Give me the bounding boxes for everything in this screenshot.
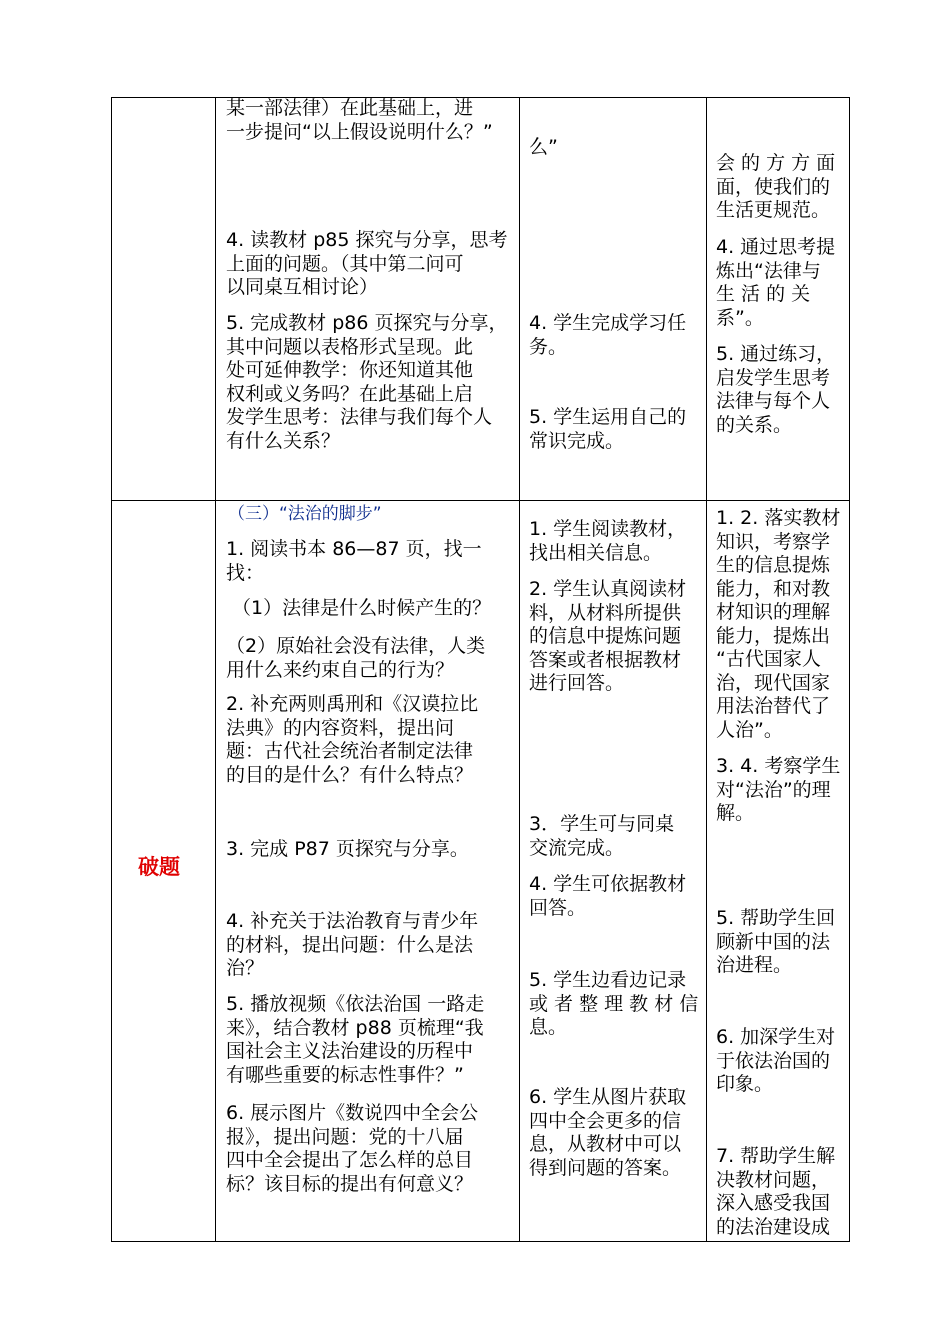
teacher-activity-text: 5. 播放视频《依法治国 一路走 来》，结合教材 p88 页梳理“我 国社会主义法治建设的历程中 有哪些重要的标志性事件？” bbox=[226, 993, 485, 1086]
design-intent-text: 4. 通过思考提 炼出“法律与 生 活 的 关 系”。 bbox=[716, 236, 836, 329]
section-title: （三）“法治的脚步” bbox=[228, 504, 382, 524]
table-row-divider bbox=[111, 500, 850, 501]
teacher-activity-text: （2）原始社会没有法律，人类 用什么来约束自己的行为？ bbox=[226, 635, 486, 681]
student-activity-text: 4. 学生可依据教材 回答。 bbox=[529, 873, 687, 919]
table-divider-3 bbox=[706, 97, 707, 1242]
design-intent-text: 6. 加深学生对 于依法治国的 印象。 bbox=[716, 1026, 836, 1095]
design-intent-text: 5. 帮助学生回 顾新中国的法 治进程。 bbox=[716, 907, 836, 976]
teacher-activity-text: 3. 完成 P87 页探究与分享。 bbox=[226, 838, 469, 860]
table-border-bottom bbox=[111, 1241, 850, 1242]
design-intent-text: 1. 2. 落实教材 知识，考察学 生的信息提炼 能力，和对教 材知识的理解 能力，提炼出 “古代国家人 治，现代国家 用法治替代了 人治”。 bbox=[716, 507, 841, 741]
design-intent-text: 会 的 方 方 面 面，使我们的 生活更规范。 bbox=[716, 152, 836, 221]
design-intent-text: 7. 帮助学生解 决教材问题， 深入感受我国 的法治建设成 bbox=[716, 1145, 836, 1238]
teacher-activity-text: 4. 读教材 p85 探究与分享，思考 上面的问题。（其中第二问可 以同桌互相讨论） bbox=[226, 229, 508, 298]
teacher-activity-text: 5. 完成教材 p86 页探究与分享， 其中问题以表格形式呈现。此 处可延伸教学：你还知道其他 权利或义务吗？在此基础上启 发学生思考：法律与我们每个人 有什么关系？ bbox=[226, 312, 508, 452]
teacher-activity-text: 4. 补充关于法治教育与青少年 的材料，提出问题：什么是法 治？ bbox=[226, 910, 479, 979]
stage-label: 破题 bbox=[138, 855, 180, 879]
student-activity-text: 1. 学生阅读教材， 找出相关信息。 bbox=[529, 518, 687, 564]
table-border-right bbox=[849, 97, 850, 1242]
student-activity-text: 2. 学生认真阅读材 料，从材料所提供 的信息中提炼问题 答案或者根据教材 进行回答。 bbox=[529, 578, 687, 694]
teacher-activity-text: 1. 阅读书本 86—87 页，找一 找： bbox=[226, 538, 482, 584]
student-activity-text: 4. 学生完成学习任 务。 bbox=[529, 312, 687, 358]
table-divider-1 bbox=[215, 97, 216, 1242]
student-activity-text: 6. 学生从图片获取 四中全会更多的信 息，从教材中可以 得到问题的答案。 bbox=[529, 1086, 687, 1179]
student-activity-text: 3．学生可与同桌 交流完成。 bbox=[529, 813, 675, 859]
design-intent-text: 3. 4. 考察学生 对“法治”的理 解。 bbox=[716, 755, 841, 824]
table-border-left bbox=[111, 97, 112, 1242]
table-divider-2 bbox=[519, 97, 520, 1242]
teacher-activity-text: （1）法律是什么时候产生的？ bbox=[232, 597, 492, 619]
student-activity-text: 5. 学生运用自己的 常识完成。 bbox=[529, 406, 687, 452]
student-activity-text: 么” bbox=[529, 136, 558, 158]
teacher-activity-text: 2. 补充两则禹刑和《汉谟拉比 法典》的内容资料，提出问 题：古代社会统治者制定法律 的目的是什么？有什么特点？ bbox=[226, 693, 479, 786]
teacher-activity-text: 6. 展示图片《数说四中全会公 报》，提出问题：党的十八届 四中全会提出了怎么样的总目 标？该目标的提出有何意义？ bbox=[226, 1102, 479, 1195]
design-intent-text: 5. 通过练习， 启发学生思考 法律与每个人 的关系。 bbox=[716, 343, 836, 436]
teacher-activity-text: 某一部法律）在此基础上，进 一步提问“以上假设说明什么？” bbox=[226, 97, 493, 143]
student-activity-text: 5. 学生边看边记录 或 者 整 理 教 材 信 息。 bbox=[529, 969, 699, 1038]
